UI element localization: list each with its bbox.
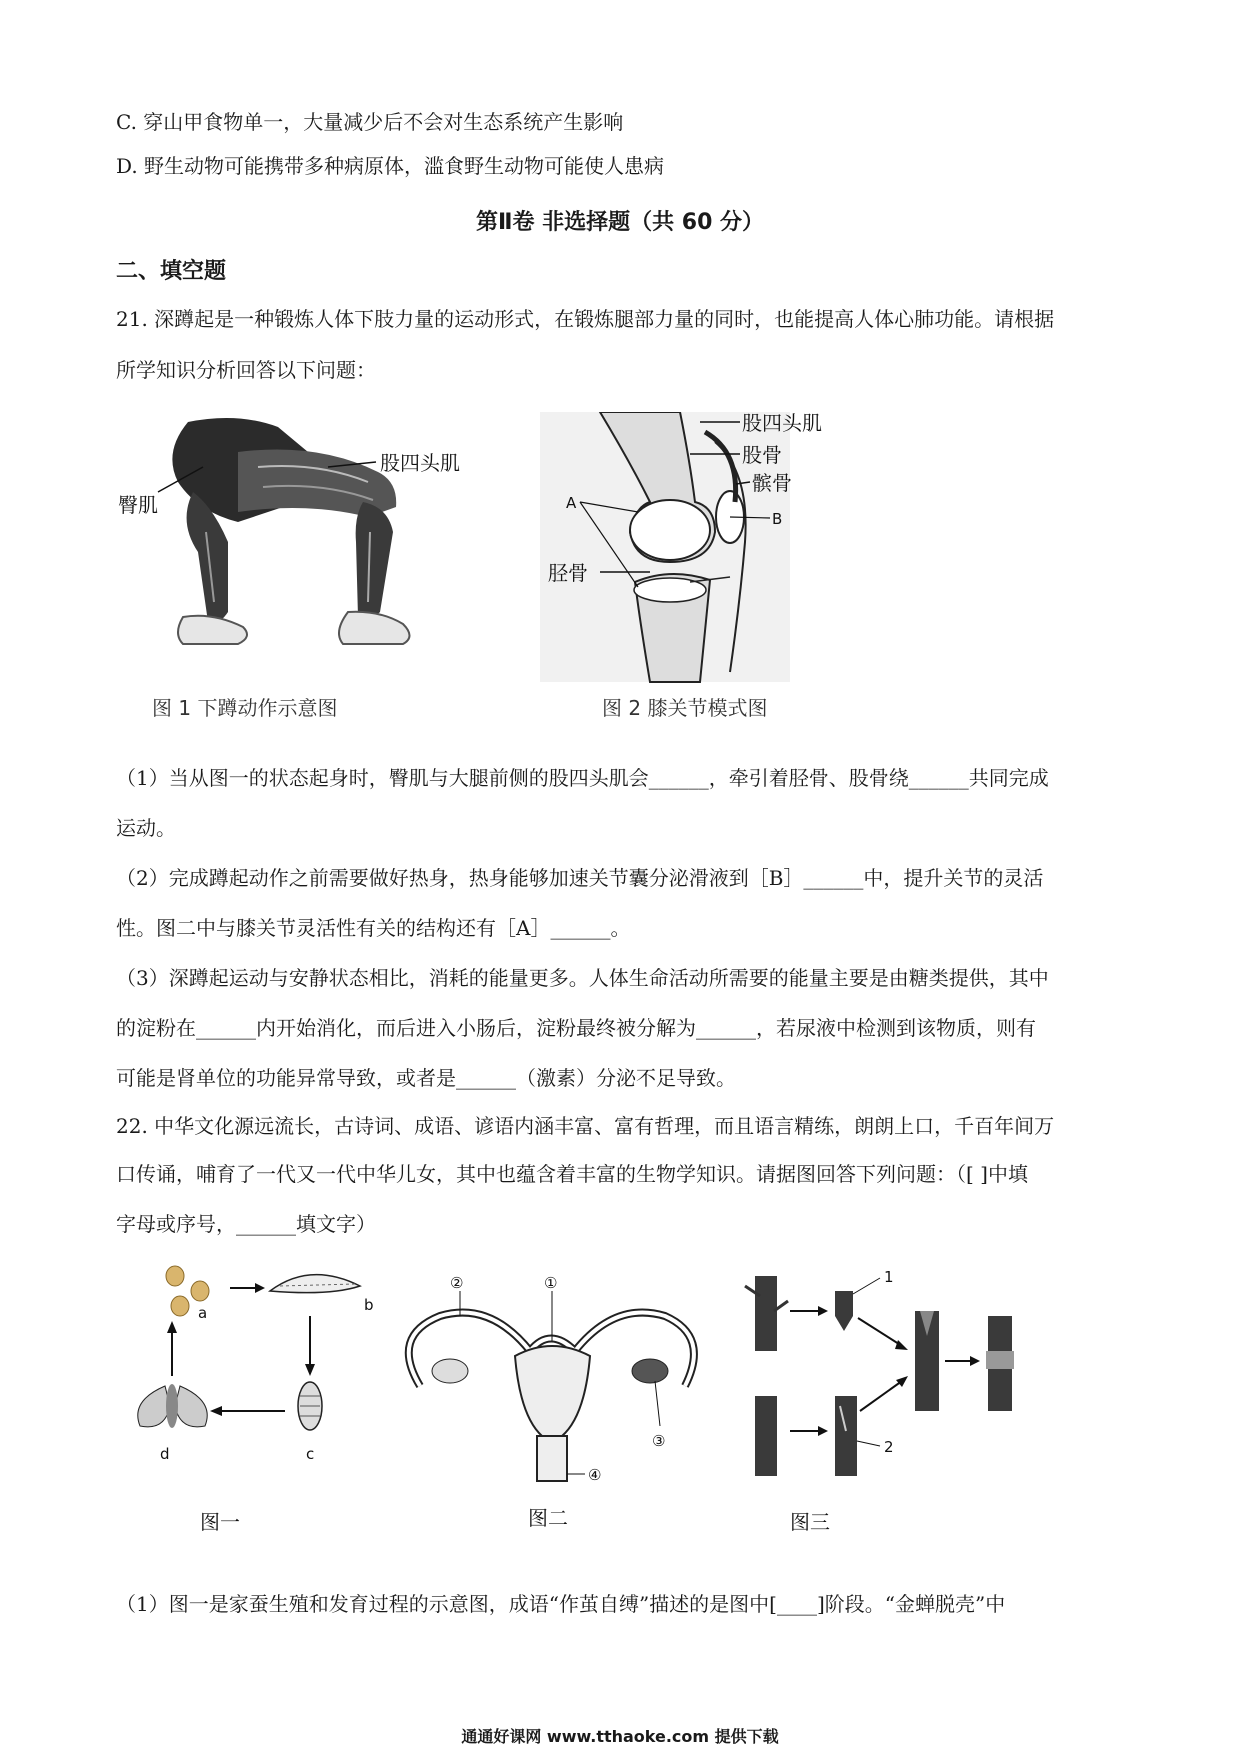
section-heading: 二、填空题 — [116, 259, 227, 284]
q21-part1-line2: 运动。 — [116, 816, 176, 840]
q22-fig3-caption: 图三 — [790, 1510, 830, 1534]
label-femur: 股骨 — [742, 443, 782, 467]
section-title: 第Ⅱ卷 非选择题（共 60 分） — [475, 210, 765, 235]
label-quadriceps-2: 股四头肌 — [742, 412, 822, 435]
label-part-4: ④ — [588, 1466, 602, 1484]
label-scion: 1 — [884, 1268, 894, 1286]
label-glute: 臀肌 — [118, 493, 158, 517]
label-part-2: ② — [450, 1274, 464, 1292]
fig1-caption: 图 1 下蹲动作示意图 — [152, 696, 338, 720]
label-b: B — [772, 510, 783, 528]
q21-part2-line2: 性。图二中与膝关节灵活性有关的结构还有［A］______。 — [116, 916, 631, 940]
label-tibia: 胫骨 — [548, 561, 588, 585]
label-stage-d: d — [160, 1445, 170, 1463]
q21-part1-line1: （1）当从图一的状态起身时，臀肌与大腿前侧的股四头肌会______，牵引着胫骨、股骨绕______共同完成 — [116, 766, 1049, 790]
female-reproductive-figure — [390, 1256, 720, 1496]
q22-stem-line3: 字母或序号，______填文字） — [116, 1212, 376, 1236]
q22-part1-line1: （1）图一是家蚕生殖和发育过程的示意图，成语“作茧自缚”描述的是图中[____]阶段。“金蝉脱壳”中 — [116, 1592, 1006, 1616]
q22-stem-line1: 22. 中华文化源远流长，古诗词、成语、谚语内涵丰富、富有哲理，而且语言精练，朗朗上口，千百年间万 — [116, 1114, 1055, 1138]
label-stock: 2 — [884, 1438, 894, 1456]
label-patella: 髌骨 — [752, 471, 792, 495]
label-stage-c: c — [306, 1445, 315, 1463]
q22-fig2-caption: 图二 — [528, 1506, 568, 1530]
label-stage-b: b — [364, 1296, 374, 1314]
option-d: D. 野生动物可能携带多种病原体，滥食野生动物可能使人患病 — [116, 154, 665, 178]
q21-part3-line3: 可能是肾单位的功能异常导致，或者是______（激素）分泌不足导致。 — [116, 1066, 736, 1090]
q21-part3-line1: （3）深蹲起运动与安静状态相比，消耗的能量更多。人体生命活动所需要的能量主要是由糖类提供，其中 — [116, 966, 1049, 990]
grafting-figure — [740, 1256, 1070, 1496]
q21-stem-line2: 所学知识分析回答以下问题： — [116, 358, 376, 382]
label-part-1: ① — [544, 1274, 558, 1292]
page-footer: 通通好课网 www.tthaoke.com 提供下载 — [461, 1727, 779, 1746]
knee-joint-figure — [540, 412, 880, 692]
q21-part3-line2: 的淀粉在______内开始消化，而后进入小肠后，淀粉最终被分解为______，若尿液中检测到该物质，则有 — [116, 1016, 1036, 1040]
squat-figure — [118, 412, 478, 692]
label-stage-a: a — [198, 1304, 208, 1322]
q21-part2-line1: （2）完成蹲起动作之前需要做好热身，热身能够加速关节囊分泌滑液到［B］______中，提升关节的灵活 — [116, 866, 1044, 890]
option-c: C. 穿山甲食物单一，大量减少后不会对生态系统产生影响 — [116, 110, 624, 134]
q21-stem-line1: 21. 深蹲起是一种锻炼人体下肢力量的运动形式，在锻炼腿部力量的同时，也能提高人体心肺功能。请根据 — [116, 307, 1055, 331]
fig2-caption: 图 2 膝关节模式图 — [602, 696, 768, 720]
label-a: A — [566, 494, 577, 512]
label-part-3: ③ — [652, 1432, 666, 1450]
label-quadriceps: 股四头肌 — [380, 451, 460, 475]
silkworm-lifecycle-figure — [120, 1256, 380, 1496]
q22-stem-line2: 口传诵，哺育了一代又一代中华儿女，其中也蕴含着丰富的生物学知识。请据图回答下列问题：（[ ]中填 — [116, 1162, 1028, 1186]
q22-fig1-caption: 图一 — [200, 1510, 240, 1534]
